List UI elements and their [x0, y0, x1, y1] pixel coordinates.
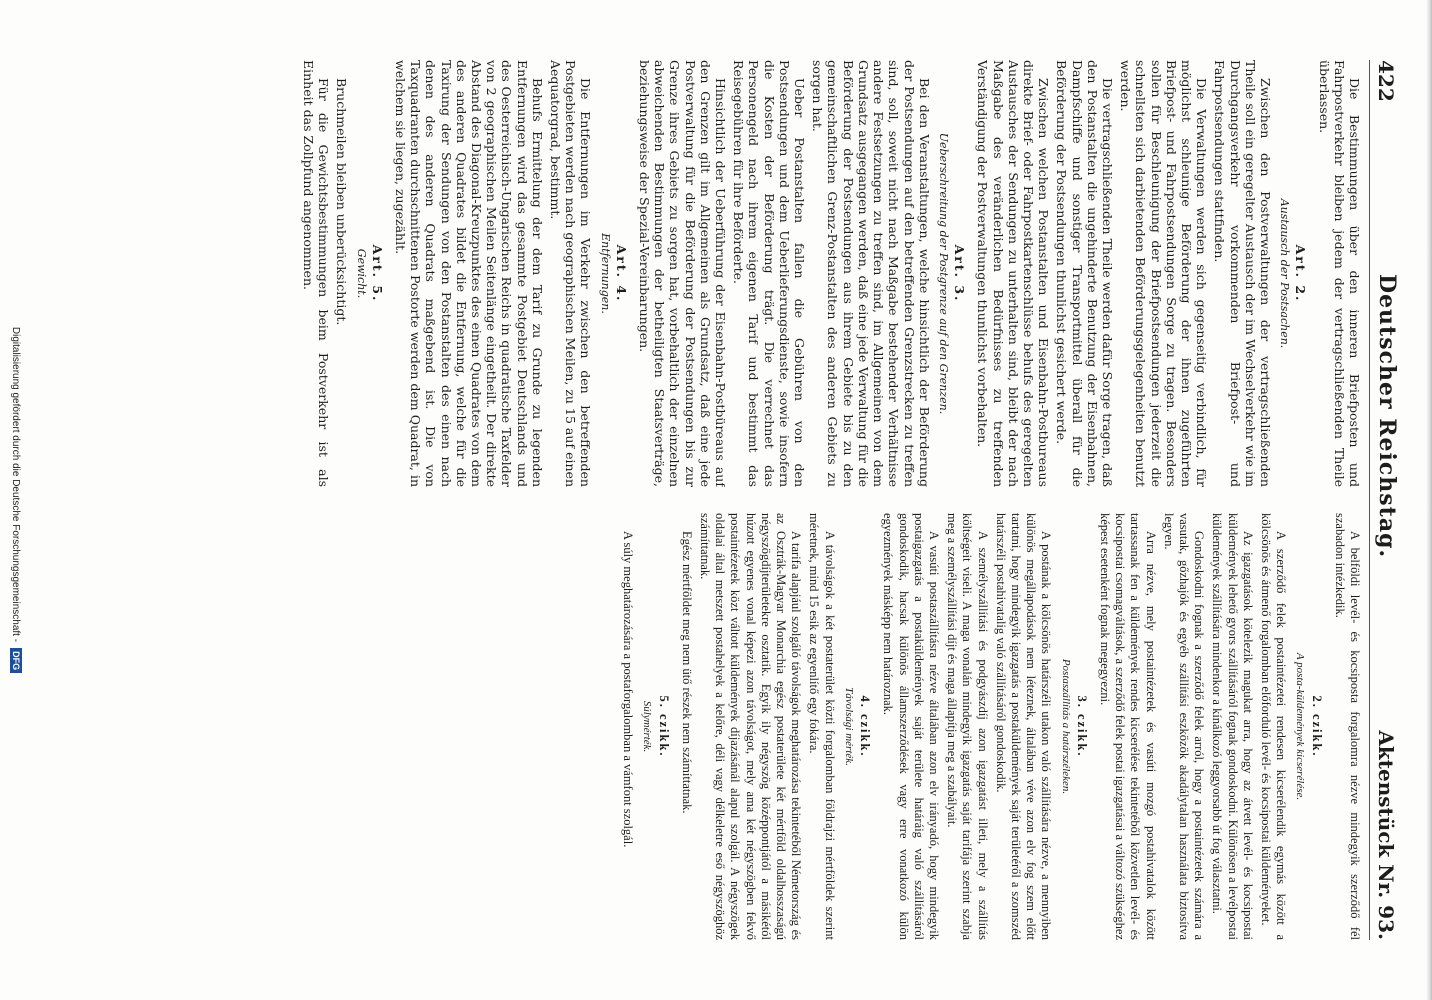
- hungarian-article-3-heading: 3. czikk.: [1074, 695, 1089, 758]
- hungarian-paragraph: Egész mértföldet meg nem ütő részek nem számíttatnak.: [679, 531, 694, 814]
- german-paragraph: Ueber Postanstalten fallen die Gebühren von den Postsendungen und dem Ueberlieferungsdienste, sowie insofern die Kosten der Beförderung trägt. Die verrechnet das Personengeld nach ihrem eigenen Tarif und bestimmt das Reisegebühren für ihre Beförderte.: [731, 60, 808, 487]
- hungarian-paragraph: Arra nézve, mely postaintézetek és vasúti mozgó postahivatalok között tartassanak fen a küldemények rendes kicserélése tekintetéből közvetlen levél- és kocsipostai csomagváltások, a szerződő felek postai igazgatásai a változó szükséghez képest esetenként fognak megegyezni.: [1097, 513, 1158, 940]
- hungarian-article-4-heading: 4. czikk.: [858, 695, 873, 758]
- digitization-credit-text: Digitalisierung gefördert durch die Deutsche Forschungsgemeinschaft -: [10, 326, 22, 643]
- german-paragraph: Die Verwaltungen werden sich gegenseitig verbindlich, für möglichst schleunige Beförderung der ihnen zugeführten Briefpost- und Fahrpostsendungen Sorge zu tragen. Besonders sollen für Beschleunigung der Briefpostsendungen jederzeit die schnellsten sich darbietenden Beförderungsgelegenheiten benutzt werden.: [1118, 60, 1210, 487]
- dfg-logo: DFG: [10, 648, 22, 673]
- digitization-credit: [8, 0, 24, 1000]
- german-paragraph: Für die Gewichtsbestimmungen beim Postverkehr ist als Einheit das Zollpfund angenommen.: [301, 60, 332, 487]
- german-article-4-subheading: Entfernungen.: [598, 233, 612, 314]
- german-paragraph: Bruchmeilen bleiben unberücksichtigt.: [334, 78, 350, 326]
- german-paragraph: Zwischen welchen Postanstalten und Eisenbahn-Postbureaus direkte Brief- oder Fahrpostkartenschlüsse behufs des geregelten Austausches der Sendungen zu unterhalten sind, bleibt der nach Maßgabe des veränderlichen Bedürfnisses zu treffenden Verständigung der Postverwaltungen thunlichst vorbehalten.: [975, 60, 1052, 487]
- german-article-4-heading: Art. 4.: [613, 244, 629, 303]
- page-number: 422: [1374, 60, 1398, 102]
- german-article-5-subheading: Gewicht.: [354, 248, 368, 299]
- scan-edge: [1426, 0, 1432, 1000]
- german-paragraph: Hinsichtlich der Ueberführung der Eisenbahn-Postbüreaus auf den Grenzen gilt im Allgemeinen als Grundsatz, daß eine jede Postverwaltung für die Beförderung der Postsendungen bis zur Grenze ihres Gebiets zu sorgen hat, vorbehaltlich der einzelnen abweichenden Bestimmungen der betheiligten Staatsverträge, beziehungsweise der Spezial-Vereinbarungen.: [637, 60, 729, 487]
- hungarian-paragraph: Gondoskodni fognak a szerződő felek arról, hogy a postaintézetek számára a vasutak, gőzhajók és egyéb szállítási eszközök akadálytalan használata biztosítva legyen.: [1161, 513, 1207, 940]
- hungarian-column: [70, 513, 1362, 940]
- hungarian-article-2-heading: 2. czikk.: [1309, 695, 1324, 758]
- hungarian-intro: A belföldi levél- és kocsiposta forgalomra nézve mindegyik szerződő fél szabadon intézkedik.: [1332, 513, 1362, 940]
- text-columns: [70, 60, 1362, 940]
- german-paragraph: Die Entfernungen im Verkehr zwischen den betreffenden Postgebieten werden nach geographischen Meilen, zu 15 auf einen Aequatorgrad, bestimmt.: [548, 60, 594, 487]
- page-header: [1369, 60, 1414, 940]
- hungarian-paragraph: A postának a kölcsönös határszéli utakon való szállítására nézve, a mennyiben különös megállapodások nem léteznek, általában véve azon elv fog szem előtt tartatni, hogy mindegyik igazgatás a postaküldemények saját területéről a szomszéd határszéli postahivatalig való szállításáról gondoskodik.: [993, 513, 1054, 940]
- german-paragraph: Behufs Ermittelung der dem Tarif zu Grunde zu legenden Entfernungen wird das gesammte Postgebiet Deutschlands und des Oesterreichisch-Ungarischen Reichs in quadratische Taxfelder von 2 geographischen Meilen Seitenlänge eingetheilt. Der direkte Abstand des Diagonal-Kreuzpunktes des einen Quadrates von dem des anderen Quadrates bildet die Entfernung, welche für die Taxirung der Sendungen von den Postanstalten des einen nach denen des anderen Quadrats maßgebend ist. Die von Taxquadranten durchschnittenen Postorte werden dem Quadrat, in welchem sie liegen, zugezählt.: [393, 60, 545, 487]
- hungarian-article-4-subheading: Távolsági mérték.: [842, 687, 855, 766]
- german-paragraph: Bei den Veranstaltungen, welche hinsichtlich der Beförderung der Postsendungen auf den betreffenden Grenzstrecken zu treffen sind, soll, soweit nicht nach Maßgabe bestehender Verhältnisse andere Festsetzungen zu treffen sind, im Allgemeinen von dem Grundsatz ausgegangen werden, daß eine jede Verwaltung für die Beförderung der Postsendungen aus ihrem Gebiete bis zu den gemeinschaftlichen Grenz-Postanstalten des anderen Gebiets zu sorgen hat.: [810, 60, 932, 487]
- hungarian-article-5-subheading: Súlymérték.: [641, 700, 654, 753]
- hungarian-article-3-subheading: Postaszállítás a határszéleken.: [1059, 658, 1072, 795]
- german-article-2-subheading: Austausch der Postsachen.: [1278, 198, 1292, 349]
- hungarian-article-2-subheading: A posta-küldemények kicserélése.: [1294, 652, 1307, 801]
- hungarian-paragraph: A személyszállítási és podgyászdíj azon igazgatást illeti, mely a szállítás költségeit viseli. A maga vonalán mindegyik igazgatás saját tarifája szerint szabja meg a személyszállítási díjt és maga állapítja meg a szabályait.: [945, 513, 990, 940]
- german-column: [70, 60, 1362, 487]
- german-paragraph: Die vertragschließenden Theile werden dafür Sorge tragen, daß den Postanstalten die ungehinderte Benutzung der Eisenbahnen, Dampfschiffe und sonstiger Transportmittel überall für die Beförderung der Postsendungen thunlichst gesichert werde.: [1054, 60, 1115, 487]
- hungarian-paragraph: Az igazgatások kötelezik magukat arra, hogy az átvett levél- és kocsipostai küldemények lehető gyors szállításáról fognak gondoskodni. Különösen a levélpostai küldemények szállítására mindenkor a kínálkozó leggyorsabb út fog választatni.: [1210, 513, 1255, 940]
- german-article-5-heading: Art. 5.: [369, 244, 385, 303]
- hungarian-article-5-heading: 5. czikk.: [656, 695, 671, 758]
- german-article-3-heading: Art. 3.: [952, 244, 968, 303]
- hungarian-paragraph: A szerződő felek postaintézetei rendesen kicserélendik egymás között a kölcsönös és átmenő forgalomban előforduló levél- és kocsipostai küldeményeket.: [1258, 513, 1289, 940]
- german-paragraph: Zwischen den Postverwaltungen der vertragschließenden Theile soll ein geregelter Austausch der im Wechselverkehr wie im Durchgangsverkehr vorkommenden Briefpost- und Fahrpostsendungen stattfinden.: [1212, 60, 1273, 487]
- page-title: Deutscher Reichstag.: [1374, 273, 1400, 559]
- hungarian-paragraph: A vasúti postaszállításra nézve általában azon elv irányadó, hogy mindegyik postaigazgatás a postaküldemények saját területe határáig való szállításáról gondoskodik, hacsak különös államszerződések vagy erre vonatkozó külön egyezmények másképp nem határoznak.: [881, 513, 941, 940]
- german-article-2-heading: Art. 2.: [1293, 244, 1309, 303]
- hungarian-paragraph: A távolságok a két postaterület közti forgalomban földrajzi mértföldek szerint méretnek, mind 15 esik az egyenlítő egy fokára.: [807, 513, 837, 940]
- german-intro: Die Bestimmungen über den inneren Briefposten und Fahrpostverkehr bleiben jedem der vertragschließenden Theile überlassen.: [1316, 60, 1362, 487]
- hungarian-paragraph: A tarifa alapjául szolgáló távolságok meghatározása tekintetéből Németország és az Osztrák-Magyar Monarchia egész postaterülete két mértföld oldalhosszaságú négyszögdíjterületekre osztatik. Egyik ily négyszög középpontjától a másikétól húzott egyenes vonal képezi azon távolságot, mely ama két négyszögben fekvő postaintézetek közt váltott küldemények díjazásánál alapul szolgál. A négyszögek oldalai által metszett postahelyek a kelőre, déli vagy délkeletre eső négyszöghöz számíttatnak.: [698, 513, 804, 940]
- hungarian-paragraph: A súly meghatározására a postaforgalomban a vámfont szolgál.: [621, 531, 636, 848]
- issue-label: Aktenstück Nr. 93.: [1374, 730, 1398, 940]
- german-article-3-subheading: Ueberschreitung der Postgrenze auf den Grenzen.: [936, 132, 950, 415]
